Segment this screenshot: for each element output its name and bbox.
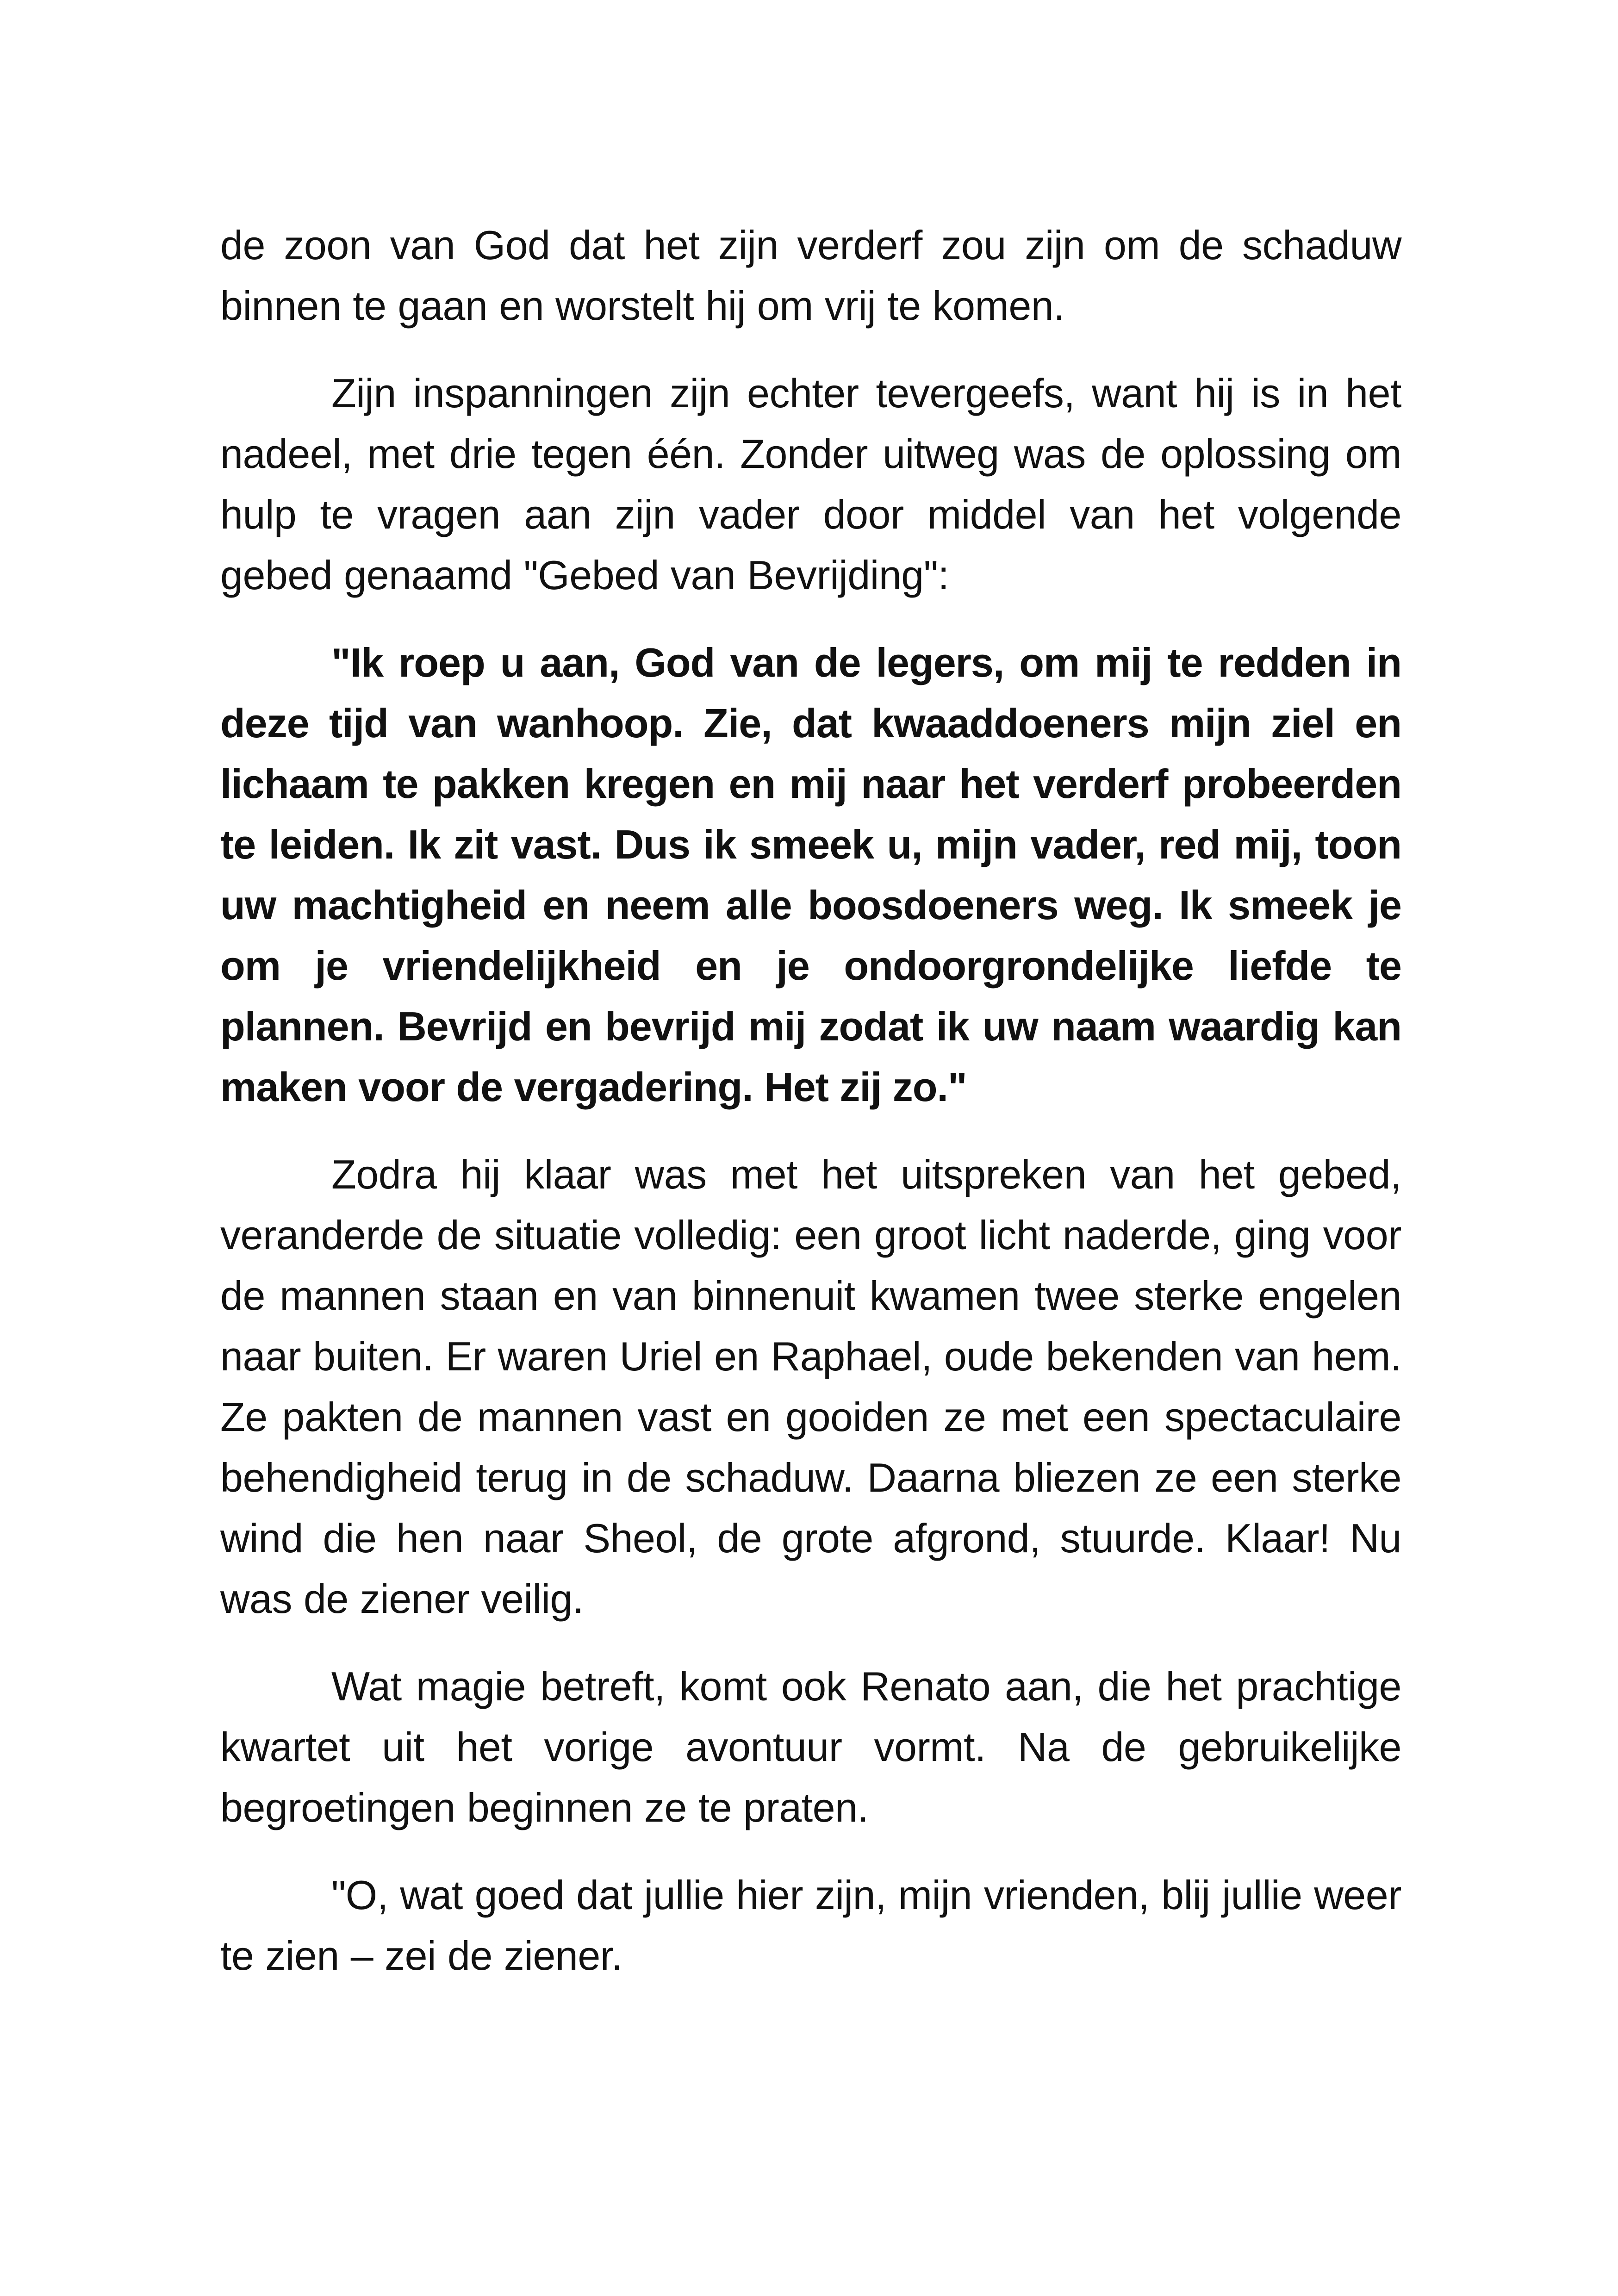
- paragraph-greeting: "O, wat goed dat jullie hier zijn, mijn vrienden, blij jullie weer te zien – zei de ziener.: [220, 1872, 1401, 1979]
- paragraph-rescue: Zodra hij klaar was met het uitspreken van het gebed, veranderde de situatie volledig: een groot licht naderde, ging voor de mannen staan en van binnenuit kwamen twee sterke engelen naar buiten. Er waren Uriel en Raphael, oude bekenden van hem. Ze pakten de mannen vast en gooiden ze met een spectaculaire behendigheid terug in de schaduw. Daarna bliezen ze een sterke wind die hen naar Sheol, de grote afgrond, stuurde. Klaar! Nu was de ziener veilig.: [220, 1151, 1401, 1622]
- paragraph-renato-arrives: Wat magie betreft, komt ook Renato aan, die het prachtige kwartet uit het vorige avontuur vormt. Na de gebruikelijke begroetingen beginnen ze te praten.: [220, 1663, 1401, 1830]
- paragraph-prayer: "Ik roep u aan, God van de legers, om mij te redden in deze tijd van wanhoop. Zie, dat kwaaddoeners mijn ziel en lichaam te pakken kregen en mij naar het verderf probeerden te leiden. Ik zit vast. Dus ik smeek u, mijn vader, red mij, toon uw machtigheid en neem alle boosdoeners weg. Ik smeek je om je vriendelijkheid en je ondoorgrondelijke liefde te plannen. Bevrijd en bevrijd mij zodat ik uw naam waardig kan maken voor de vergadering. Het zij zo.": [220, 640, 1401, 1110]
- paragraph-continuation: de zoon van God dat het zijn verderf zou zijn om de schaduw binnen te gaan en worstelt hij om vrij te komen.: [220, 222, 1401, 329]
- document-page: [220, 215, 1401, 1986]
- paragraph-struggle: Zijn inspanningen zijn echter tevergeefs, want hij is in het nadeel, met drie tegen één. Zonder uitweg was de oplossing om hulp te vragen aan zijn vader door middel van het volgende gebed genaamd "Gebed van Bevrijding":: [220, 370, 1401, 598]
